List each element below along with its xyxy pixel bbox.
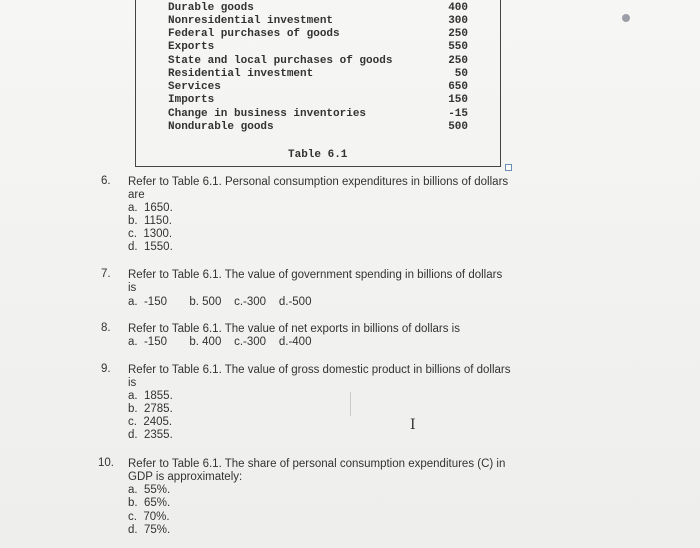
row-label: Residential investment: [168, 68, 314, 80]
answer-option: d. 2355.: [128, 429, 173, 441]
row-value: 500: [448, 121, 468, 133]
row-value: -15: [448, 108, 468, 120]
table-caption: Table 6.1: [288, 149, 348, 161]
question-text-cont: is: [128, 282, 137, 294]
question-number: 7.: [101, 268, 111, 280]
question-text: Refer to Table 6.1. The share of personal consumption expenditures (C) in: [128, 458, 506, 470]
row-label: Services: [168, 81, 221, 93]
row-label: Imports: [168, 94, 215, 106]
row-label: State and local purchases of goods: [168, 55, 393, 67]
table-6-1: [135, 0, 501, 167]
question-text: Refer to Table 6.1. The value of gross domestic product in billions of dollars: [128, 364, 511, 376]
row-value: 50: [454, 68, 468, 80]
answer-option: a. 1650.: [128, 202, 173, 214]
table-row: [136, 15, 500, 28]
row-label: Exports: [168, 41, 215, 53]
question-number: 6.: [101, 175, 111, 187]
question-number: 9.: [101, 363, 111, 375]
dot-icon: [622, 14, 630, 22]
question-text: Refer to Table 6.1. Personal consumption expenditures in billions of dollars: [128, 176, 509, 188]
table-row: [136, 2, 500, 15]
question-text: Refer to Table 6.1. The value of net exports in billions of dollars is: [128, 323, 460, 335]
table-row: [136, 55, 500, 68]
row-label: Federal purchases of goods: [168, 28, 340, 40]
table-row: [136, 121, 500, 134]
question-number: 10.: [98, 457, 114, 469]
row-value: 150: [448, 94, 468, 106]
row-value: 400: [448, 2, 468, 14]
answer-option: c. 1300.: [128, 228, 173, 240]
row-value: 250: [448, 55, 468, 67]
row-label: Change in business inventories: [168, 108, 367, 120]
answer-option: b. 2785.: [128, 403, 173, 415]
resize-handle-icon: [505, 164, 512, 171]
answer-option: c. 70%.: [128, 511, 170, 523]
table-row: [136, 108, 500, 121]
question-number: 8.: [101, 322, 111, 334]
row-value: 550: [448, 41, 468, 53]
answer-option: c. 2405.: [128, 416, 173, 428]
row-label: Nonresidential investment: [168, 15, 334, 27]
table-row: [136, 28, 500, 41]
question-text-cont: are: [128, 189, 145, 201]
answer-option: a. 55%.: [128, 484, 171, 496]
answer-options: a. -150 b. 400 c.-300 d.-400: [128, 336, 312, 348]
row-value: 650: [448, 81, 468, 93]
text-cursor-icon: I: [410, 417, 416, 433]
answer-option: b. 65%.: [128, 497, 171, 509]
question-text: Refer to Table 6.1. The value of government spending in billions of dollars: [128, 269, 503, 281]
table-row: [136, 94, 500, 107]
answer-option: d. 75%.: [128, 524, 171, 536]
question-text-cont: GDP is approximately:: [128, 471, 243, 483]
row-value: 250: [448, 28, 468, 40]
question-text-cont: is: [128, 377, 137, 389]
pen-mark: [350, 392, 351, 416]
answer-option: d. 1550.: [128, 241, 173, 253]
row-label: Durable goods: [168, 2, 254, 14]
row-label: Nondurable goods: [168, 121, 274, 133]
row-value: 300: [448, 15, 468, 27]
table-row: [136, 81, 500, 94]
table-row: [136, 41, 500, 54]
answer-options: a. -150 b. 500 c.-300 d.-500: [128, 296, 312, 308]
answer-option: b. 1150.: [128, 215, 172, 227]
table-row: [136, 68, 500, 81]
answer-option: a. 1855.: [128, 390, 173, 402]
